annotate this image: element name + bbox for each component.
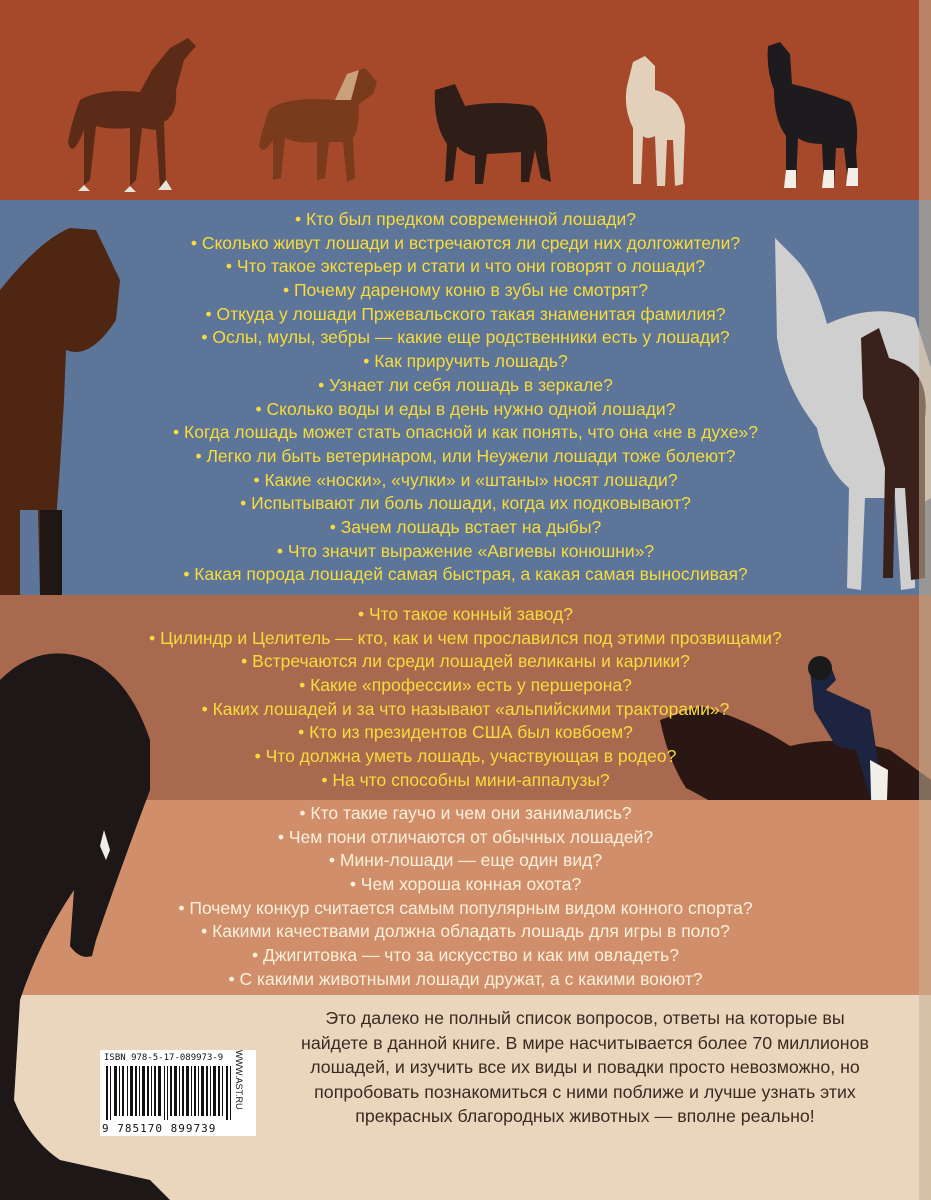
list-item: • Какими качествами должна обладать лошадь для игры в поло? — [201, 921, 730, 942]
list-item: • Каких лошадей и за что называют «альпийскими тракторами»? — [201, 698, 730, 719]
list-item: • Что должна уметь лошадь, участвующая в родео? — [254, 746, 677, 767]
isbn-barcode — [100, 1050, 256, 1136]
black-pony-icon — [425, 78, 555, 193]
isbn-number: ISBN 978-5-17-089973-9 — [104, 1053, 224, 1063]
right-edge-stripe — [919, 0, 931, 1200]
list-item: • Как приручить лошадь? — [363, 351, 568, 372]
list-item: • Ослы, мулы, зебры — какие еще родственники есть у лошади? — [201, 327, 730, 348]
blurb-paragraph: Это далеко не полный список вопросов, ответы на которые вы найдете в данной книге. В мире насчитывается более 70 миллионов лошадей, и изучить все их виды и повадки просто невозможно, но попробовать познакомиться с ними поближе и лучше узнать этих прекрасных благородных животных — вполне реально! — [301, 1008, 869, 1127]
list-item: • Встречаются ли среди лошадей великаны и карлики? — [241, 651, 690, 672]
list-item: • Кто был предком современной лошади? — [294, 209, 637, 229]
list-item: • Почему конкур считается самым популярным видом конного спорта? — [178, 897, 753, 918]
list-item: • Кто из президентов США был ковбоем? — [298, 722, 633, 743]
list-item: • Узнает ли себя лошадь в зеркале? — [318, 374, 613, 395]
list-item: • Сколько живут лошади и встречаются ли среди них долгожители? — [190, 232, 741, 253]
list-item: • Что такое конный завод? — [357, 604, 574, 624]
list-item: • Цилиндр и Целитель — кто, как и чем прославился под этими прозвищами? — [149, 627, 782, 648]
list-item: • Легко ли быть ветеринаром, или Неужели лошади тоже болеют? — [195, 445, 736, 466]
questions-list-blue — [0, 208, 931, 587]
list-item: • Что такое экстерьер и стати и что они говорят о лошади? — [225, 256, 706, 277]
list-item: • Какая порода лошадей самая быстрая, а какая самая выносливая? — [183, 564, 748, 585]
top-horse-band — [0, 0, 931, 200]
list-item: • Чем пони отличаются от обычных лошадей? — [277, 826, 654, 847]
list-item: • Сколько воды и еды в день нужно одной лошади? — [255, 398, 676, 419]
list-item: • Какие «носки», «чулки» и «штаны» носят лошади? — [253, 469, 678, 490]
pony-icon — [255, 60, 385, 190]
list-item: • С какими животными лошади дружат, а с какими воюют? — [228, 968, 703, 989]
list-item: • Джигитовка — что за искусство и как им овладеть? — [251, 945, 679, 966]
list-item: • Почему дареному коню в зубы не смотрят? — [282, 280, 649, 301]
list-item: • Когда лошадь может стать опасной и как понять, что она «не в духе»? — [173, 422, 758, 443]
questions-blue-band — [0, 200, 931, 595]
publisher-site: WWW.AST.RU — [234, 1050, 244, 1110]
white-pony-icon — [615, 52, 695, 192]
list-item: • Откуда у лошади Пржевальского такая знаменитая фамилия? — [205, 303, 726, 324]
list-item: • Зачем лошадь встает на дыбы? — [329, 516, 602, 537]
list-item: • Мини-лошади — еще один вид? — [328, 850, 603, 871]
barcode-digits: 9 785170 899739 — [102, 1122, 217, 1135]
list-item: • На что способны мини-аппалузы? — [321, 769, 610, 790]
list-item: • Испытывают ли боль лошади, когда их подковывают? — [240, 493, 691, 514]
list-item: • Чем хороша конная охота? — [349, 874, 582, 895]
brown-horse-icon — [60, 30, 200, 195]
list-item: • Кто такие гаучо и чем они занимались? — [299, 803, 632, 823]
list-item: • Что значит выражение «Авгиевы конюшни»? — [276, 540, 655, 561]
draft-horse-icon — [760, 40, 865, 195]
barcode-bars-icon — [106, 1066, 236, 1120]
list-item: • Какие «профессии» есть у першерона? — [299, 675, 632, 696]
